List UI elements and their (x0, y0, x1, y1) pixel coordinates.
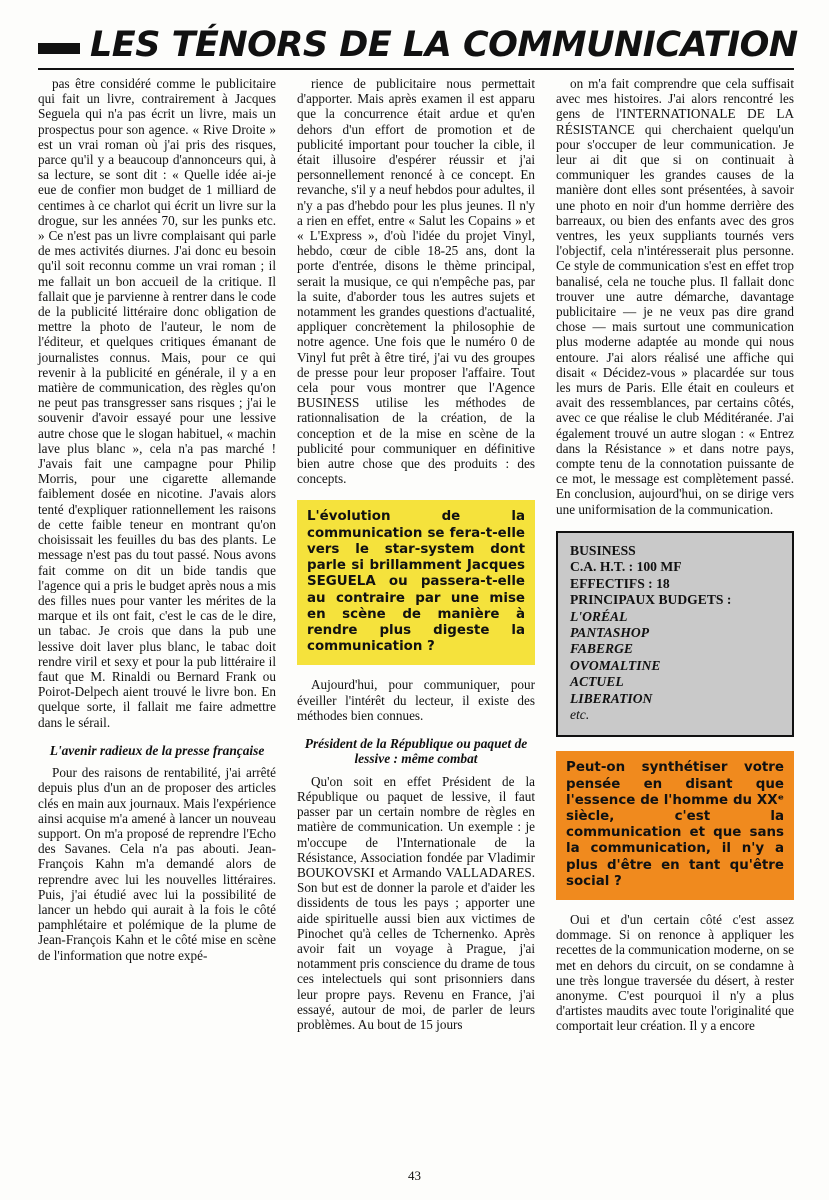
article-header (38, 24, 798, 66)
header-dash-decoration (38, 43, 80, 54)
column-1 (38, 76, 276, 1156)
pull-quote-yellow: L'évolution de la communication se fera-t-elle vers le star-system dont parle si brillamment Jacques SEGUELA ou passera-t-elle au contraire par une mise en scène de manière à rendre plus digeste la communication ? (297, 500, 535, 665)
column-3 (556, 76, 794, 1156)
factbox-line: EFFECTIFS : 18 (570, 575, 670, 591)
section-subheading: Président de la République ou paquet de lessive : même combat (304, 735, 528, 767)
factbox-line: L'ORÉAL (570, 608, 628, 624)
header-rule (38, 68, 794, 70)
body-paragraph: Aujourd'hui, pour communiquer, pour éveiller l'intérêt du lecteur, il existe des méthodes bien connues. (297, 677, 535, 723)
factbox-line: LIBERATION (570, 690, 653, 706)
factbox-line: ACTUEL (570, 674, 624, 690)
pull-quote-orange: Peut-on synthétiser votre pensée en disant que l'essence de l'homme du XXᵉ siècle, c'est la communication et que sans la communication, il n'y a plus d'être en tant qu'être social ? (556, 751, 794, 900)
body-paragraph: Pour des raisons de rentabilité, j'ai arrêté depuis plus d'un an de proposer des articles clés en main aux journaux. Mais l'expérience ainsi acquise m'a amené à lancer un nouveau support. On m'a proposé de reprendre l'Echo des Savanes. Cela n'a pas abouti. Jean-François Kahn m'a demandé alors de reprendre avec lui les nouvelles littéraires. Puis, j'ai étudié avec lui la possibilité de lancer un hebdo qui aurait à la fois le côté pamphlétaire et polémique de la plume de Jean-François Kahn et le côté mise en scène de l'information que notre expé- (38, 765, 276, 963)
factbox-line: PANTASHOP (570, 624, 650, 640)
body-paragraph: rience de publicitaire nous permettait d'apporter. Mais après examen il est apparu que la concurrence était ardue et qu'en dehors d'un effort de promotion et de publicité important pour toucher la cible, il était illusoire d'espérer réussir et j'ai personnellement renoncé à ce concept. En revanche, s'il y a neuf hebdos pour adultes, il n'y a pas d'hebdo pour les plus jeunes. Il n'y a rien en effet, entre « Salut les Copains » et « L'Express », d'où l'idée du projet Vinyl, hebdo, cœur de cible 18-25 ans, dont la porte d'entrée, disons le thème principal, serait la musique, ce qui n'empêche pas, par la suite, d'aborder tous les autres sujets et notamment les grandes questions d'actualité, appliquer concrètement la philosophie de notre agence. Une fois que le numéro 0 de Vinyl fut prêt à être tiré, j'ai vu des groupes de presse pour leur proposer l'affaire. Tout cela pour vous montrer que l'Agence BUSINESS utilise les méthodes de rationnalisation de la création, de la conception et de la mise en scène de la publicité pour communiquer en définitive bien autre chose que des produits : des concepts. (297, 76, 535, 487)
factbox-line: FABERGE (570, 641, 633, 657)
body-paragraph: pas être considéré comme le publicitaire qui fait un livre, contrairement à Jacques Seguela qui n'a pas écrit un livre, mais un prospectus pour son agence. « Rive Droite » est un vrai roman où j'ai pris des risques, parce qu'il y a beaucoup d'annonceurs qui, à sa lecture, se sont dit : « Quelle idée ai-je eue de confier mon budget de 1 milliard de centimes à ce charlot qui écrit un livre sur la drogue, sur les années 70, sur les punks etc. » Ce n'est pas un livre complaisant qui parle de mes activités diurnes. J'ai donc eu besoin qu'il soit reconnu comme un vrai roman ; il me fallait un bon accueil de la critique. Il fallait que je parvienne à rentrer dans le code de la publicité littéraire donc obligation de mettre la photo de l'auteur, le nom de l'éditeur, et quelques critiques émanant de journalistes connus. Mais, pour ce qui revenir à la publicité en générale, il y a en matière de communication, des règles qu'on ne peut pas transgresser sans risques ; j'ai le souvenir d'avoir essayé pour une lessive autre chose que le slogan habituel, « machin lave plus blanc », cela n'a pas marché ! J'avais fait une campagne pour Philip Morris, pour une cigarette allemande faiblement dosée en nicotine. J'avais alors tenté d'expliquer rationnellement les raisons de cette faible teneur en montrant qu'on choisissait les feuilles du bas des plants. Le message n'est pas du tout passé. Nous avons fait comme on dit un bide tandis que l'agence qui a pris le budget après nous a mis des filles nues pour vanter les mérites de la marque et ils ont fait, c'est le cas de le dire, un tabac. Je crois que dans la pub une lessive doit laver plus blanc, le tabac doit rendre viril et sexy et pour la pub littéraire il faut que M. Rinaldi ou Bernard Frank ou Poirot-Delpech aient trouvé le livre bon. En quelque sorte, il fallait me faire admettre dans le sérail. (38, 76, 276, 730)
article-columns (38, 76, 794, 1156)
body-paragraph: Qu'on soit en effet Président de la République ou paquet de lessive, il faut passer par un certain nombre de règles en matière de communication. Un exemple : je m'occupe de l'Internationale de la Résistance, Association fondée par Vladimir BOUKOVSKI et Armando VALLADARES. Son but est de donner la parole et d'aider les dissidents de tous les pays ; apporter une aide spirituelle aussi bien aux victimes de Pinochet qu'à celles de Tchernenko. Après avoir fait un voyage à Prague, j'ai notamment pris conscience du drame de tous ces intelectuels qui sont prisonniers dans leur propre pays. Revenu en France, j'ai essayé, autour de moi, de parler de leurs problèmes. Au bout de 15 jours (297, 773, 535, 1032)
factbox-line: BUSINESS (570, 542, 636, 558)
factbox-line: C.A. H.T. : 100 MF (570, 559, 682, 575)
factbox-line: PRINCIPAUX BUDGETS : (570, 592, 732, 608)
body-paragraph: Oui et d'un certain côté c'est assez dommage. Si on renonce à appliquer les recettes de la communication moderne, on se met en dehors du circuit, on se condamne à une très longue traversée du désert, à rester anonyme. C'est pourquoi il n'y a plus d'artistes maudits avec toute l'originalité que comportait leur création. Il y a encore (556, 911, 794, 1034)
factbox-line: etc. (570, 706, 590, 722)
agency-factbox (556, 531, 794, 737)
body-paragraph: on m'a fait comprendre que cela suffisait avec mes histoires. J'ai alors rencontré les gens de l'INTERNATIONALE DE LA RÉSISTANCE qui cherchaient quelqu'un pour s'occuper de leur communication. Je leur ai dit que si on continuait à communiquer les grandes causes de la manière dont elles sont présentées, à savoir une photo en noir d'un homme derrière des barreaux, ou bien des enfants avec des gros ventres, les yeux suppliants tournés vers l'objectif, cela n'intéresserait plus personne. Ce style de communication s'est en effet trop banalisé, cela ne touche plus. Il fallait donc trouver une autre démarche, davantage publicitaire — je ne veux pas dire grand chose — mais surtout une communication plus moderne adaptée au monde qui nous entoure. J'ai alors réalisé une affiche qui disait « Décidez-vous » placardée sur tous les murs de Paris. Elle était en couleurs et avait des ressemblances, par certains côtés, avec ce que réalise le club Méditéranée. J'ai également trouvé un autre slogan : « Entrez dans la Résistance » et dans notre pays, compte tenu de la connotation puissante de ce mot, le message est complètement passé. En conclusion, aujourd'hui, on se dirige vers une uniformisation de la communication. (556, 76, 794, 517)
factbox-line: OVOMALTINE (570, 657, 661, 673)
column-2 (297, 76, 535, 1156)
page-number: 43 (408, 1168, 421, 1183)
page-title: LES TÉNORS DE LA COMMUNICATION (90, 24, 798, 65)
section-subheading: L'avenir radieux de la presse française (49, 742, 265, 758)
